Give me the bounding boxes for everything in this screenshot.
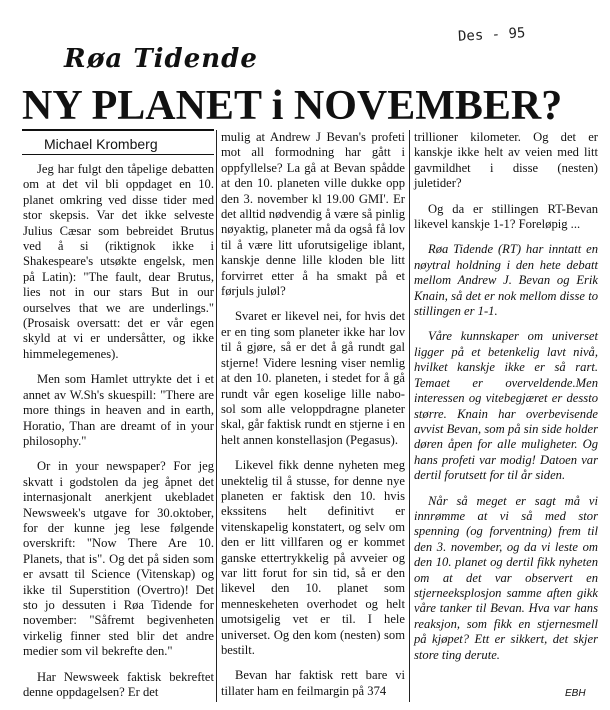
editorial-note: Våre kunnskaper om universet ligger på et betenkelig lavt nivå, hvilket kanskje ikke er så rart. Temaet er overveldende.Men interessen og vitebegjæret er dessto større. Knain har overbevisende avvist Bevan, som på sin side holder døren åpen for alle muligheter. Og hans profeti var modig! Datoen var dertil forutsett for til år siden. xyxy=(414,329,598,483)
paragraph: Bevan har faktisk rett bare vi tillater ham en feilmargin på 374 xyxy=(221,668,405,698)
column-divider-2 xyxy=(409,130,410,702)
article-column-2 xyxy=(221,130,405,709)
paragraph: Svaret er likevel nei, for hvis det er en ting som planeter ikke har lov til å gjøre, så er det å gå rundt gal stjerne! Videre lesning viser nemlig at den 10. planeten, i stedet for å gå rundt vår egen koselige lille nabo-sol som alle veloppdragne planeter skal, går faktisk rundt en stjerne i en helt annen konstellasjon (Pegasus). xyxy=(221,309,405,447)
editorial-note: Når så meget er sagt må vi innrømme at vi så med stor spenning (og forventning) frem til den 3. november, og da vi leste om den 10. planet og dertil fikk nyheten om at det var observert en stjerneeksplosjon samme aften gikk våre tanker til Bevan. Hva var hans reaksjon, som fikk en stjernesmell på kjøpet? Ett er sikkert, det skjer store ting derute. xyxy=(414,493,598,662)
editorial-note: Røa Tidende (RT) har inntatt en nøytral holdning i den hete debatt mellom Andrew J. Bevan og Erik Knain, så det er nok mellom disse to stillingen er 1-1. xyxy=(414,242,598,319)
column-divider-1 xyxy=(216,130,217,702)
article-column-3 xyxy=(414,130,598,673)
paragraph: Likevel fikk denne nyheten meg unektelig til å stusse, for denne nye planeten er faktisk den 10. hvis ekssitens helt definitivt er vitenskapelig konstatert, og selv om den er litt villfaren og er kommet ganske ettertrykkelig på avveier og var litt forut for sin tid, så er den likevel den 10. planet som menneskeheten overhodet og helt umotsigelig vet er til. I hele universet. Og den kom (nesten) som bestilt. xyxy=(221,458,405,657)
handwritten-date: Des - 95 xyxy=(457,25,526,45)
paragraph: Og da er stillingen RT-Bevan likevel kanskje 1-1? Foreløpig ... xyxy=(414,201,598,232)
article-column-1 xyxy=(23,162,214,710)
byline: Michael Kromberg xyxy=(44,136,158,152)
headline: NY PLANET i NOVEMBER? xyxy=(22,83,563,129)
paragraph: Har Newsweek faktisk bekreftet denne oppdagelsen? Er det xyxy=(23,669,214,699)
byline-top-rule xyxy=(22,129,214,131)
masthead: Røa Tidende xyxy=(64,44,258,74)
paragraph: trillioner kilometer. Og det er kanskje ikke helt av veien med litt gavmildhet i disse (nesten) juletider? xyxy=(414,130,598,191)
paragraph: Men som Hamlet uttrykte det i et annet av W.Sh's skuespill: "There are more things in heaven and in earth, Horatio, Than are dreamt of in your philosophy." xyxy=(23,372,214,448)
paragraph: Or in your newspaper? For jeg skvatt i godstolen da jeg åpnet det internasjonalt anerkjent ukebladet Newsweek's utgave for 30.oktober, for der kunne jeg lese følgende overskrift: "Now There Are 10. Planets, that is". Og det på siden som er avsatt til Science (Vitenskap) og ikke til Superstition (Overtro)! Det sto jo dessuten i Røa Tidende for november: "Såfremt begivenheten virkelig finner sted blir det andre medier som vil bekrefte den." xyxy=(23,459,214,659)
paragraph: mulig at Andrew J Bevan's profeti mot all formodning har gått i oppfyllelse? La gå at Bevan spådde at den 10. planeten ville dukke opp den 3. november kl 19.00 GMI'. Er det alltid nødvendig å være så pinlig nøyaktig, planeter må da også få lov til å være litt uforutsigelige iblant, kanskje denne lille kloden ble litt forvirret etter å ha smakt på et førjuls juløl? xyxy=(221,130,405,299)
paragraph: Jeg har fulgt den tåpelige debatten om at det vil bli oppdaget en 10. planet omkring ved disse tider med stor skepsis. Var det ikke selveste Julius Cæsar som bebreidet Brutus ved å si (riktignok ikke i Shakespeare's utsøkte engelsk, men på Latin): "The fault, dear Brutus, lies not in our stars But in our ourselves that we are underlings." (Prosaisk oversatt: det er vår egen skyld at vi er undersåtter, og ikke himmelegemenes). xyxy=(23,162,214,361)
byline-bottom-rule xyxy=(22,154,214,155)
editor-initials: EBH xyxy=(565,688,586,699)
